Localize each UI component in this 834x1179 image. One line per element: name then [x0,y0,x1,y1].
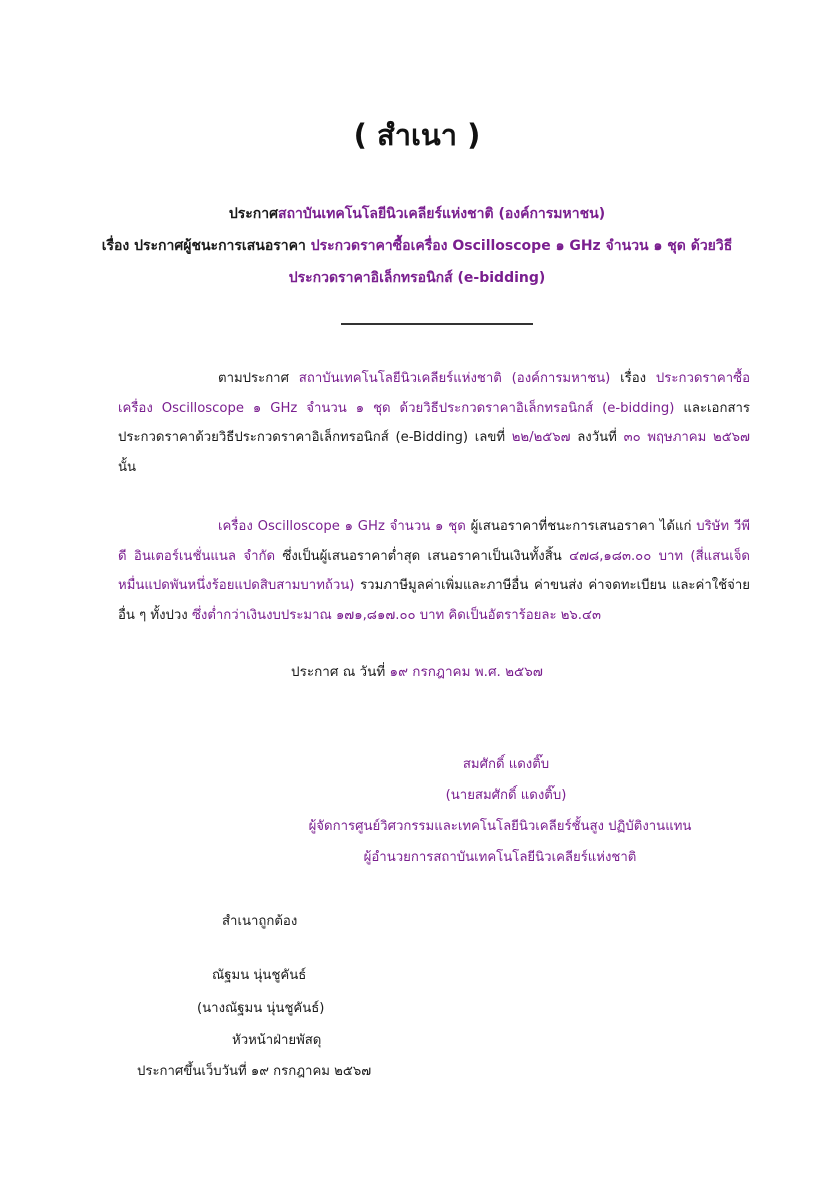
certifier-position: หัวหน้าฝ่ายพัสดุ [232,1033,322,1048]
announce-date: ๑๙ กรกฎาคม พ.ศ. ๒๕๖๗ [389,664,543,680]
para1-text-4: ลงวันที่ [570,430,624,445]
heading-line-1 [100,198,734,230]
heading-line-3: ประกวดราคาอิเล็กทรอนิกส์ (e-bidding) [288,270,546,286]
paragraph-reference [118,364,750,482]
heading-subject-prefix: เรื่อง ประกาศผู้ชนะการเสนอราคา [101,238,311,254]
para1-organization: สถาบันเทคโนโลยีนิวเคลียร์แห่งชาติ (องค์การมหาชน) [298,371,611,386]
para2-saving: ซึ่งต่ำกว่าเงินงบประมาณ ๑๗๑,๘๑๗.๐๐ บาท คิดเป็นอัตราร้อยละ ๒๖.๔๓ [191,607,601,623]
para1-document-date: ๓๐ พฤษภาคม ๒๕๖๗ [623,430,750,445]
heading-prefix: ประกาศ [228,206,279,222]
signer-name: สมศักดิ์ แดงติ๊บ [462,757,550,772]
heading-subject: ประกวดราคาซื้อเครื่อง Oscilloscope ๑ GHz จำนวน ๑ ชุด ด้วยวิธี [310,238,733,254]
paragraph-winner [118,512,750,630]
certified-copy-label: สำเนาถูกต้อง [222,914,298,929]
announcement-heading [100,198,734,294]
page-title: ( สำเนา ) [353,118,481,152]
para1-text-5: นั้น [118,459,137,475]
signer-position-1: ผู้จัดการศูนย์วิศวกรรมและเทคโนโลยีนิวเคลียร์ชั้นสูง ปฏิบัติงานแทน [308,819,692,834]
heading-line-2 [100,230,734,262]
para2-winner: บริษัท วีพีดี อินเตอร์เนชั่นแนล จำกัด [118,519,750,564]
para2-amount: ๔๗๘,๑๘๓.๐๐ บาท (สี่แสนเจ็ดหมื่นแปดพันหนึ่งร้อยแปดสิบสามบาทถ้วน) [118,548,750,593]
certifier-name: ณัฐมน นุ่นชูคันธ์ [212,968,307,983]
signer-fullname: (นายสมศักดิ์ แดงติ๊บ) [445,788,567,803]
para1-text-2: เรื่อง [610,371,656,386]
para2-text-3: รวมภาษีมูลค่าเพิ่มและภาษีอื่น ค่าขนส่ง ค่าจดทะเบียน และค่าใช้จ่ายอื่น ๆ ทั้งปวง [118,578,750,623]
certifier-fullname: (นางณัฐมน นุ่นชูคันธ์) [197,1001,325,1016]
para1-text-1: ตามประกาศ [218,371,299,386]
para1-text-3: และเอกสารประกวดราคาด้วยวิธีประกวดราคาอิเล็กทรอนิกส์ (e-Bidding) เลขที่ [118,400,750,445]
web-posted-date: ประกาศขึ้นเว็บวันที่ ๑๙ กรกฎาคม ๒๕๖๗ [137,1064,372,1079]
signer-position-2: ผู้อำนวยการสถาบันเทคโนโลยีนิวเคลียร์แห่งชาติ [363,850,637,865]
announce-prefix: ประกาศ ณ วันที่ [291,664,390,680]
para2-text-2: ซึ่งเป็นผู้เสนอราคาต่ำสุด เสนอราคาเป็นเงินทั้งสิ้น [275,548,570,564]
para1-document-number: ๒๒/๒๕๖๗ [511,430,571,445]
para2-item: เครื่อง Oscilloscope ๑ GHz จำนวน ๑ ชุด [218,519,466,534]
para2-text-1: ผู้เสนอราคาที่ชนะการเสนอราคา ได้แก่ [465,519,697,534]
heading-divider [341,323,533,325]
heading-organization: สถาบันเทคโนโลยีนิวเคลียร์แห่งชาติ (องค์การมหาชน) [278,206,606,222]
announcement-date-line [0,660,834,682]
para1-subject: ประกวดราคาซื้อเครื่อง Oscilloscope ๑ GHz จำนวน ๑ ชุด ด้วยวิธีประกวดราคาอิเล็กทรอนิกส์ (e-bidding) [118,371,750,416]
